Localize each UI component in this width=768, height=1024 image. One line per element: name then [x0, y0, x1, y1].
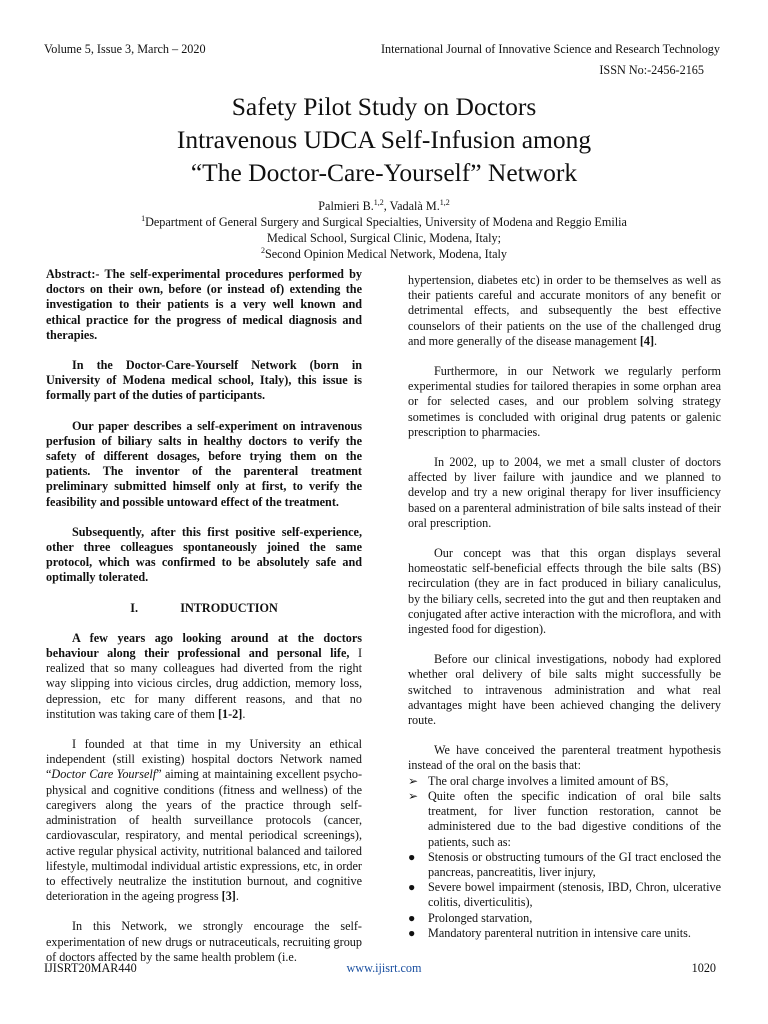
footer-paper-id: IJISRT20MAR440	[44, 961, 137, 975]
title-line-2: Intravenous UDCA Self-Infusion among	[176, 125, 592, 154]
list-item: ● Mandatory parenteral nutrition in intensive care units.	[408, 925, 691, 940]
title-line-3: “The Doctor-Care-Yourself” Network	[190, 158, 578, 187]
list-item: ➢ Quite often the specific indication of oral bile salts treatment, for liver function restoration, cannot be administered due to the bad digestive conditions of the patients, such as:	[408, 788, 721, 849]
body-paragraph: In 2002, up to 2004, we met a small cluster of doctors affected by liver failure with jaundice and we planned to develop and try a new original therapy for liver insufficiency based on a parenteral administration of bile salts instead of their oral prescription.	[408, 455, 721, 530]
body-paragraph: I founded at that time in my University an ethical independent (still existing) hospital doctors Network named “Doctor Care Yourself” aiming at maintaining excellent psycho-physical and cognitive conditions (fitness and wellness) of the caregivers along the years of the practice through self-administration of health surveillance protocols (cancer, cardiovascular, respiratory, and mental periodical screenings), active regular physical activity, nutritional balanced and tailored lifestyle, multimodal individual artistic expressions, etc, in order to effectively neutralize the institution burnout, and cognitive deterioration in the ageing progress [3].	[46, 737, 363, 904]
arrow-bullet-icon: ➢	[408, 773, 419, 788]
arrow-bullet-icon: ➢	[408, 788, 419, 803]
paper-title	[0, 90, 768, 189]
affiliation-1: $^1$Department of General Surgery and Surgical Specialties, University of Modena and Reggio Emilia	[141, 214, 627, 229]
issn-label: ISSN No:-2456-2165	[599, 63, 704, 77]
abstract-paragraph: Abstract:- The self-experimental procedures performed by doctors on their own, before (or instead of) extending the investigation to their patients is a very well known and ethical practice for the progress of medical diagnosis and therapies.	[46, 267, 362, 342]
dot-bullet-icon: ●	[408, 910, 416, 925]
affiliation-1-cont: Medical School, Surgical Clinic, Modena, Italy;	[266, 231, 501, 245]
author-names: Palmieri B.$^{1,2}$, Vadalà M.$^{1,2}$	[318, 198, 450, 213]
abstract-paragraph: Our paper describes a self-experiment on intravenous perfusion of biliary salts in healthy doctors to verify the safety of different dosages, before trying them on the patients. The inventor of the parenteral treatment preliminary submitted himself only at first, to verify the feasibility and possible untoward effect of the treatment.	[46, 418, 362, 509]
running-header-journal: International Journal of Innovative Science and Research Technology	[380, 42, 720, 56]
body-paragraph: Furthermore, in our Network we regularly perform experimental studies for tailored therapies in some orphan area or for selected cases, and our problem solving strategy sometimes is concluded with original drug patents or galenic prescription to pharmacies.	[408, 364, 721, 439]
footer-website-link[interactable]: www.ijisrt.com	[346, 961, 422, 975]
title-line-1: Safety Pilot Study on Doctors	[231, 92, 537, 121]
abstract-paragraph: Subsequently, after this first positive self-experience, other three colleagues spontaneously joined the same protocol, which was confirmed to be absolutely safe and optimally tolerated.	[46, 524, 362, 585]
body-paragraph: Our concept was that this organ displays several homeostatic self-beneficial effects through the bile salts (BS) recirculation (they are in fact produced in biliary canaliculus, by the biliary cells, secreted into the gut and then reuptaken and conjugated after active interaction with the microflora, and with ingested food for digestion).	[408, 546, 721, 637]
arrow-list	[408, 774, 721, 850]
left-column	[46, 267, 362, 980]
list-item: ● Stenosis or obstructing tumours of the GI tract enclosed the pancreas, pancreatitis, liver injury,	[408, 849, 721, 879]
list-item: ● Prolonged starvation,	[408, 910, 533, 925]
section-heading: I. INTRODUCTION	[130, 600, 278, 615]
abstract-paragraph: In the Doctor-Care-Yourself Network (born in University of Modena medical school, Italy), this issue is formally part of the duties of participants.	[46, 358, 362, 403]
right-column	[408, 273, 721, 941]
running-header-volume: Volume 5, Issue 3, March – 2020	[44, 42, 206, 56]
dot-bullet-icon: ●	[408, 925, 416, 940]
body-paragraph: hypertension, diabetes etc) in order to be themselves as well as their patients careful and accurate monitors of any benefit or detrimental effects, and subsequently the best effective counselors of their patients on the use of the challenged drug and more generally of the disease management [4].	[408, 273, 721, 348]
bullet-list	[408, 850, 721, 941]
page-number: 1020	[691, 961, 716, 975]
body-paragraph: Before our clinical investigations, nobody had explored whether oral delivery of bile salts might successfully be switched to intravenous administration and what real advantages might have been achieved changing the delivery route.	[408, 652, 721, 728]
body-paragraph: In this Network, we strongly encourage the self-experimentation of new drugs or nutraceuticals, recruiting group of doctors affected by the same health problem (i.e.	[46, 919, 362, 964]
dot-bullet-icon: ●	[408, 880, 416, 895]
body-paragraph: A few years ago looking around at the doctors behaviour along their professional and personal life, I realized that so many colleagues had diverted from the right way slipping into vicious circles, drug addiction, memory loss, depression, etc for many different reasons, and that no institution was taking care of them [1-2].	[46, 630, 363, 721]
list-item: ➢ The oral charge involves a limited amount of BS,	[408, 773, 669, 788]
affiliation-2: $^2$Second Opinion Medical Network, Modena, Italy	[260, 246, 507, 261]
list-item: ● Severe bowel impairment (stenosis, IBD, Chron, ulcerative colitis, diverticulitis),	[408, 880, 721, 910]
dot-bullet-icon: ●	[408, 849, 416, 864]
author-block	[0, 198, 768, 262]
body-paragraph: We have conceived the parenteral treatment hypothesis instead of the oral on the basis that:	[408, 743, 721, 773]
